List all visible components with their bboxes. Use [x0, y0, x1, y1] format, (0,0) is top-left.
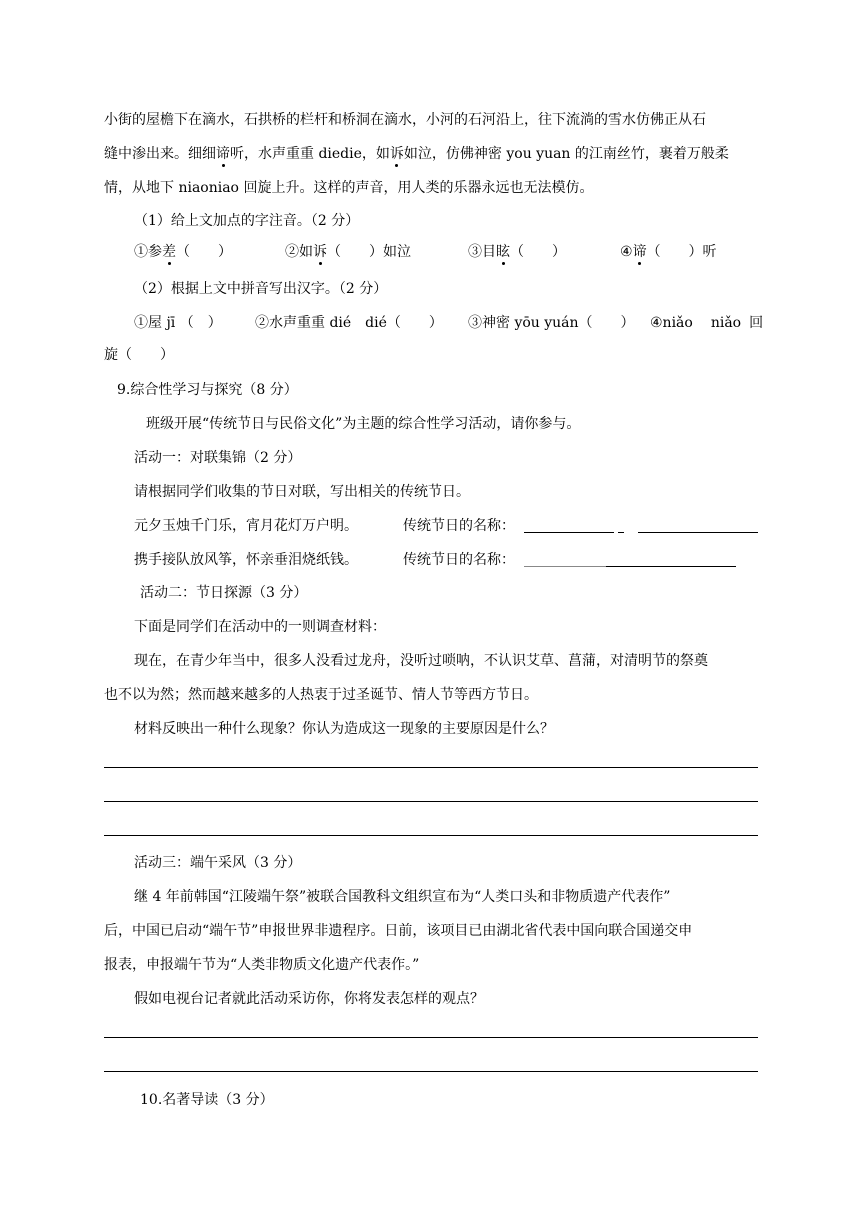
answer-line[interactable]	[104, 767, 758, 768]
answer-line[interactable]	[104, 1037, 758, 1038]
q1-item-1	[134, 242, 232, 262]
activity-1-instruction: 请根据同学们收集的节日对联，写出相关的传统节日。	[134, 484, 470, 500]
q1-text: ②如	[285, 244, 313, 260]
passage-line-1: 小街的屋檐下在滴水，石拱桥的栏杆和桥洞在滴水，小河的石河沿上，往下流淌的雪水仿佛正从石	[104, 112, 706, 128]
activity-1-title: 活动一：对联集锦（2 分）	[134, 450, 302, 466]
passage-line-2	[104, 144, 729, 164]
activity-2-question: 材料反映出一种什么现象？你认为造成这一现象的主要原因是什么？	[134, 721, 554, 737]
dotted-char: 差	[162, 244, 176, 260]
activity-3-paragraph-line-1: 继 4 年前韩国“江陵端午祭”被联合国教科文组织宣布为“人类口头和非物质遗产代表作”	[134, 889, 671, 905]
dotted-char: 诉	[313, 244, 327, 260]
q1-item-4	[620, 242, 717, 262]
q1-text: （ ）听	[646, 244, 717, 260]
question-2-prompt: （2）根据上文中拼音写出汉字。（2 分）	[134, 281, 388, 297]
festival-answer-blank-2[interactable]	[524, 552, 606, 567]
q1-text: （ ）	[176, 244, 232, 260]
section-9-title: 9.综合性学习与探究（8 分）	[117, 382, 298, 398]
answer-line[interactable]	[104, 801, 758, 802]
festival-label-1: 传统节日的名称：	[403, 518, 515, 534]
festival-answer-blank-1b[interactable]	[638, 518, 758, 533]
activity-2-material-line-1: 现在，在青少年当中，很多人没看过龙舟，没听过唢呐，不认识艾草、菖蒲，对清明节的祭奠	[134, 653, 708, 669]
q2-text: 回	[749, 315, 764, 331]
section-9-intro: 班级开展“传统节日与民俗文化”为主题的综合性学习活动，请你参与。	[146, 416, 581, 432]
activity-3-title: 活动三：端午采风（3 分）	[134, 855, 302, 871]
passage-text: 如泣，仿佛神密 you yuan 的江南丝竹，裹着万般柔	[403, 146, 729, 162]
activity-3-paragraph-line-3: 报表，申报端午节为“人类非物质文化遗产代表作。”	[104, 957, 420, 973]
q2-item-4	[650, 313, 763, 333]
q1-text: （ ）如泣	[327, 244, 411, 260]
passage-text: 缝中渗出来。细细	[104, 146, 216, 162]
q1-item-2	[285, 242, 411, 262]
answer-line[interactable]	[104, 1071, 758, 1072]
q2-item-2: ②水声重重 dié dié（ ）	[255, 315, 443, 331]
passage-text: 听，水声重重 diedie，如	[230, 146, 390, 162]
dotted-char: 诉	[389, 146, 404, 162]
q1-text: ④	[620, 244, 633, 260]
dotted-char: 谛	[632, 244, 647, 260]
q1-item-3	[468, 242, 566, 262]
festival-answer-blank-2b[interactable]	[606, 552, 736, 567]
q2-item-3: ③神密 yōu yuán（ ）	[468, 315, 635, 331]
festival-answer-blank-1[interactable]	[524, 518, 614, 533]
dotted-char: 眩	[496, 244, 510, 260]
q2-text: niǎo	[710, 315, 742, 331]
answer-line[interactable]	[104, 835, 758, 836]
q2-item-1: ①屋 jī （ ）	[134, 315, 222, 331]
activity-3-paragraph-line-2: 后，中国已启动“端午节”申报世界非遗程序。日前，该项目已由湖北省代表中国向联合国递交申	[104, 923, 693, 939]
question-1-prompt: （1）给上文加点的字注音。（2 分）	[134, 213, 360, 229]
activity-2-title: 活动二：节日探源（3 分）	[140, 585, 308, 601]
activity-2-material-line-2: 也不以为然；然而越来越多的人热衷于过圣诞节、情人节等西方节日。	[104, 687, 538, 703]
activity-3-question: 假如电视台记者就此活动采访你，你将发表怎样的观点？	[134, 991, 484, 1007]
section-10-title: 10.名著导读（3 分）	[140, 1092, 274, 1108]
q1-text: ③目	[468, 244, 496, 260]
q2-text: ④niǎo	[650, 315, 693, 331]
festival-label-2: 传统节日的名称：	[403, 552, 515, 568]
couplet-1: 元夕玉烛千门乐，宵月花灯万户明。	[134, 518, 358, 534]
q2-continuation: 旋（ ）	[104, 347, 174, 363]
q1-text: ①参	[134, 244, 162, 260]
passage-line-3: 情，从地下 niaoniao 回旋上升。这样的声音，用人类的乐器永远也无法模仿。	[104, 180, 594, 196]
blank-separator	[618, 518, 624, 533]
q1-text: （ ）	[510, 244, 566, 260]
dotted-char: 谛	[216, 146, 230, 162]
couplet-2: 携手接队放风筝，怀亲垂泪烧纸钱。	[134, 552, 358, 568]
activity-2-instruction: 下面是同学们在活动中的一则调查材料：	[134, 619, 386, 635]
